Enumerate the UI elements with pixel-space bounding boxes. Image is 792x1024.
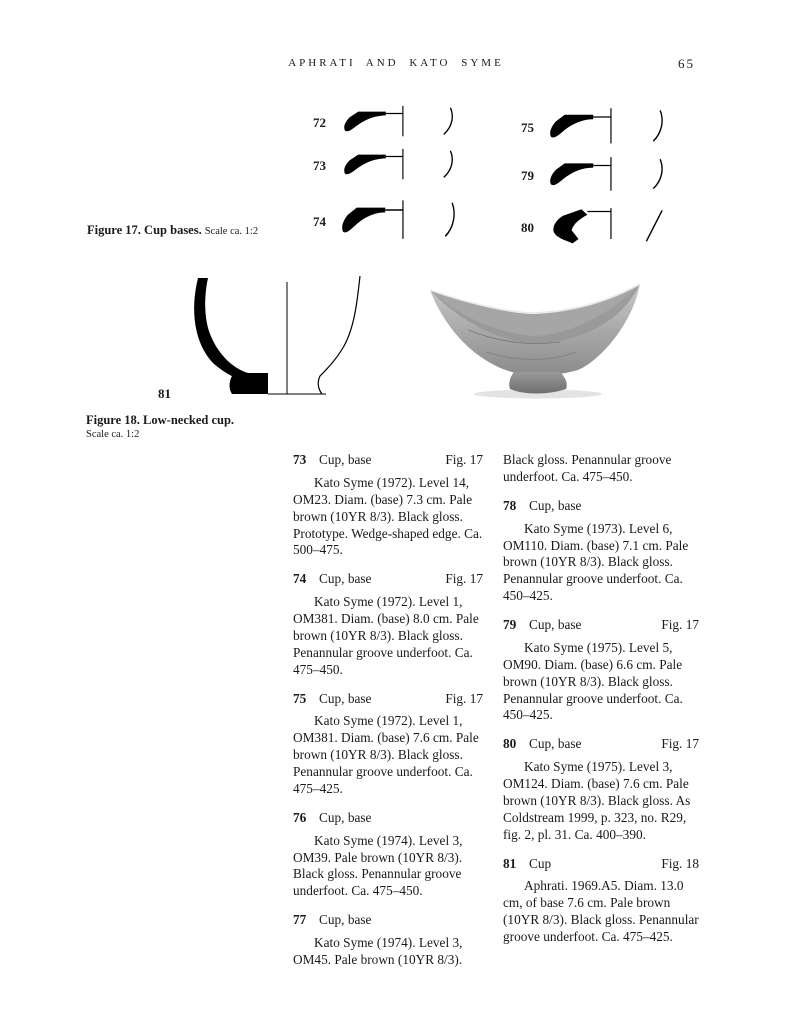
entry-body: Kato Syme (1972). Level 1, OM381. Diam. (base) 7.6 cm. Pale brown (10YR 8/3). Black gloss. Penannular groove underfoot. Ca. 475–425. — [293, 713, 479, 796]
entry-head — [503, 617, 699, 634]
entry-title: Cup, base — [319, 452, 372, 467]
entry-title: Cup, base — [319, 809, 372, 825]
entry-title: Cup, base — [319, 690, 372, 706]
entry-body: Kato Syme (1973). Level 6, OM110. Diam. (base) 7.1 cm. Pale brown (10YR 8/3). Black gloss. Penannular groove underfoot. Ca. 450–425. — [503, 520, 689, 604]
figure17-row-74 — [300, 198, 462, 246]
entry-number: 77 — [293, 912, 307, 928]
entry-body: Kato Syme (1972). Level 1, OM381. Diam. (base) 8.0 cm. Pale brown (10YR 8/3). Black gloss. Penannular groove underfoot. Ca. 475–450. — [293, 594, 479, 677]
catalog-column-right — [503, 452, 699, 958]
entry-body: Kato Syme (1975). Level 3, OM124. Diam. (base) 7.6 cm. Pale brown (10YR 8/3). Black gloss. As Coldstream 1999, p. 323, no. R29, fig. 2, pl. 31. Ca. 400–390. — [503, 759, 691, 842]
entry-number: 73 — [293, 452, 307, 467]
figure17-caption-scale: Scale ca. 1:2 — [204, 226, 259, 237]
catalog-entry-78 — [503, 498, 699, 605]
entry-head — [503, 498, 699, 515]
entry-figure-ref: Fig. 17 — [661, 736, 699, 752]
figure17-row-73 — [300, 147, 462, 185]
low-necked-cup-photo — [428, 282, 642, 402]
entry-number: 75 — [293, 690, 307, 706]
catalog-entry-80 — [503, 736, 699, 843]
drawing-number: 73 — [313, 158, 326, 173]
cup-base-drawing-80 — [548, 206, 670, 250]
cup-base-drawing-79 — [548, 155, 670, 197]
drawing-number: 72 — [313, 115, 326, 130]
drawing-number: 75 — [521, 120, 534, 135]
entry-number: 78 — [503, 497, 517, 513]
entry-title: Cup, base — [319, 571, 372, 587]
entry-body: Kato Syme (1972). Level 14, OM23. Diam. (base) 7.3 cm. Pale brown (10YR 8/3). Black gloss. Prototype. Wedge-shaped edge. Ca. 500–475. — [293, 474, 483, 558]
entry-body: Aphrati. 1969.A5. Diam. 13.0 cm, of base 7.6 cm. Pale brown (10YR 8/3). Black gloss. Penannular groove underfoot. Ca. 475–425. — [503, 878, 699, 944]
entry-number: 74 — [293, 571, 307, 587]
catalog-entry-75 — [293, 691, 483, 798]
drawing-number: 80 — [521, 220, 534, 235]
entry-body: Kato Syme (1974). Level 3, OM39. Pale brown (10YR 8/3). Black gloss. Penannular groove underfoot. Ca. 475–450. — [293, 832, 463, 899]
figure17-caption-title: Figure 17. Cup bases. — [87, 223, 202, 237]
entry-head — [293, 571, 483, 588]
figure17-caption — [87, 221, 258, 239]
figure17-row-80 — [508, 206, 670, 250]
catalog-entry-77 — [293, 912, 483, 969]
running-head: APHRATI AND KATO SYME — [288, 57, 504, 69]
figure17-row-72 — [300, 104, 462, 142]
entry-figure-ref: Fig. 17 — [445, 571, 483, 587]
entry-title: Cup, base — [529, 497, 582, 513]
drawing-number: 74 — [313, 214, 326, 229]
catalog-entry-74 — [293, 571, 483, 678]
catalog-entry-76 — [293, 810, 483, 900]
entry-77-continuation: Black gloss. Penannular groove underfoot. Ca. 475–450. — [503, 452, 672, 484]
entry-figure-ref: Fig. 18 — [661, 855, 699, 871]
page-number: 65 — [678, 56, 695, 71]
cup-base-drawing-75 — [548, 106, 670, 150]
entry-figure-ref: Fig. 17 — [445, 690, 483, 706]
entry-head — [293, 810, 483, 827]
cup-base-drawing-72 — [340, 104, 462, 142]
entry-figure-ref: Fig. 17 — [445, 452, 483, 467]
catalog-entry-81 — [503, 856, 699, 946]
catalog-column-left — [293, 452, 483, 981]
entry-head — [293, 691, 483, 708]
figure17-row-79 — [508, 155, 670, 197]
entry-body: Kato Syme (1974). Level 3, OM45. Pale brown (10YR 8/3). — [293, 935, 463, 967]
entry-number: 81 — [503, 855, 517, 871]
figure18-drawing-block — [158, 276, 378, 408]
entry-body: Kato Syme (1975). Level 5, OM90. Diam. (base) 6.6 cm. Pale brown (10YR 8/3). Black gloss. Penannular groove underfoot. Ca. 450–425. — [503, 639, 683, 723]
figure18-caption — [86, 413, 234, 440]
entry-number: 79 — [503, 617, 517, 632]
entry-title: Cup, base — [319, 912, 372, 928]
entry-number: 76 — [293, 809, 307, 825]
low-necked-cup-drawing-81 — [174, 276, 364, 404]
entry-head — [503, 736, 699, 753]
entry-title: Cup, base — [529, 617, 582, 632]
figure18-photo-block — [428, 282, 642, 402]
entry-head — [293, 912, 483, 929]
catalog-entry-73 — [293, 452, 483, 559]
entry-head — [293, 452, 483, 469]
drawing-number: 79 — [521, 168, 534, 183]
entry-title: Cup — [529, 855, 552, 871]
drawing-number: 81 — [158, 386, 171, 401]
entry-head — [503, 856, 699, 873]
cup-base-drawing-74 — [340, 198, 462, 246]
entry-figure-ref: Fig. 17 — [661, 617, 699, 632]
figure18-caption-title: Figure 18. Low-necked cup. — [86, 413, 235, 427]
entry-title: Cup, base — [529, 736, 582, 752]
cup-base-drawing-73 — [340, 147, 462, 185]
catalog-entry-79 — [503, 617, 699, 724]
figure17-row-75 — [508, 106, 670, 150]
entry-number: 80 — [503, 736, 517, 752]
figure18-caption-scale: Scale ca. 1:2 — [86, 429, 140, 440]
